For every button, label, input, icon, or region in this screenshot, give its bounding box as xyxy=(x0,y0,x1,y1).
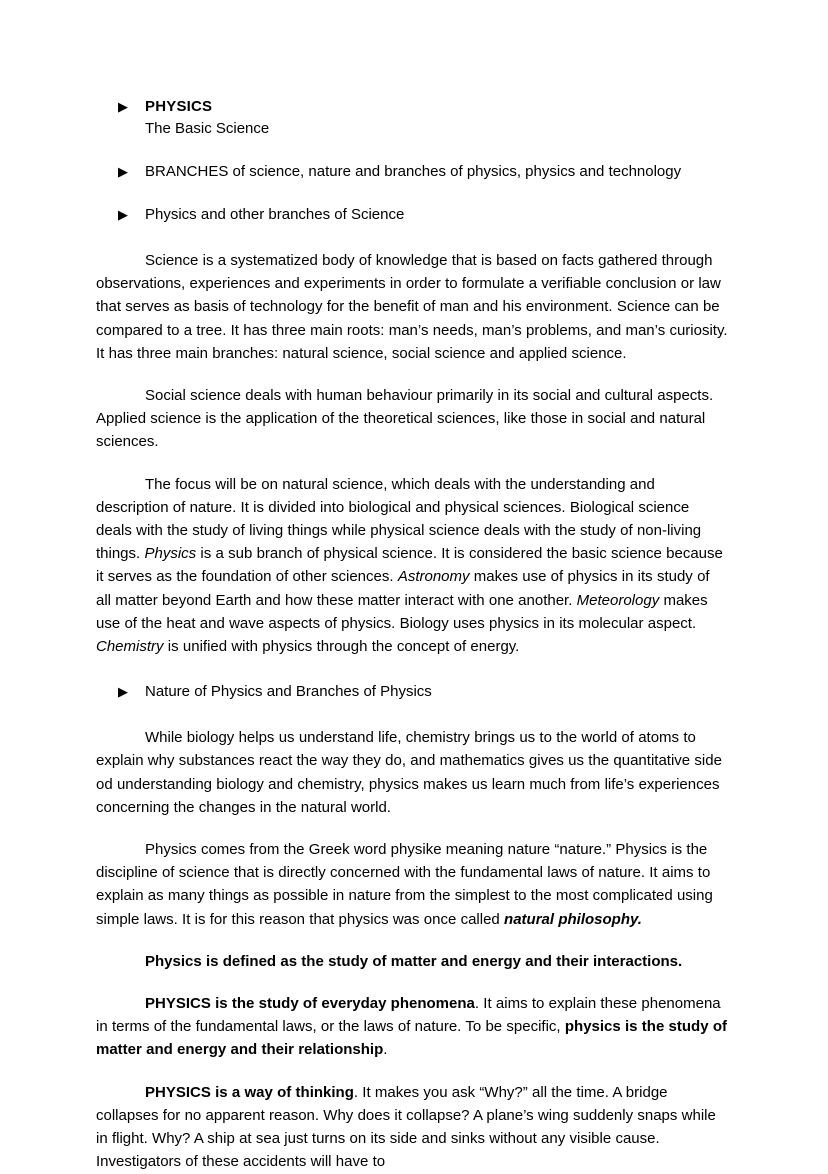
triangle-right-bullet-icon: ▶ xyxy=(118,99,128,114)
triangle-right-bullet-icon: ▶ xyxy=(118,684,128,700)
triangle-right-bullet-icon: ▶ xyxy=(118,207,128,222)
outline-item-subtitle: The Basic Science xyxy=(145,120,270,137)
text-run-bold-italic: natural philosophy. xyxy=(504,910,642,928)
text-run-italic: Astronomy xyxy=(397,568,470,586)
outline-item-branches xyxy=(96,161,728,183)
outline-item-physics xyxy=(96,96,728,118)
outline-item-label: Physics and other branches of Science xyxy=(145,206,405,223)
text-run-bold: PHYSICS is the study of everyday phenomena xyxy=(145,995,475,1013)
text-run-bold: physics is the study of matter and energy and their relationship xyxy=(96,1018,727,1059)
paragraph-everyday-phenomena: PHYSICS is the study of everyday phenomena. It aims to explain these phenomena in terms of the fundamental laws, or the laws of nature. To be specific, physics is the study of matter and energy and their relationship. xyxy=(96,995,727,1059)
paragraph-social-applied-science: Social science deals with human behaviour primarily in its social and cultural aspects. Applied science is the application of the theoretical sciences, like those in social and natural sciences. xyxy=(96,387,714,451)
text-run-italic: Meteorology xyxy=(576,591,660,609)
paragraph-biology-chemistry-mathematics: While biology helps us understand life, chemistry brings us to the world of atoms to explain why substances react the way they do, and mathematics gives us the quantitative side od understanding biology and chemistry, physics makes us learn much from life’s experiences concerning the changes in the natural world. xyxy=(96,729,722,816)
paragraph-way-of-thinking: PHYSICS is a way of thinking. It makes you ask “Why?” all the time. A bridge collapses for no apparent reason. Why does it collapse? A plane’s wing suddenly snaps while in flight. Why? A ship at sea just turns on its side and sinks without any visible cause. Investigators of these accidents will have to xyxy=(96,1083,716,1171)
paragraph-physics-definition xyxy=(96,950,728,973)
outline-item-nature-of-physics xyxy=(96,681,728,703)
paragraph-greek-origin-physike: Physics comes from the Greek word physike meaning nature “nature.” Physics is the discipline of science that is directly concerned with the fundamental laws of nature. It aims to explain as many things as possible in nature from the simplest to the most complicated using simple laws. It is for this reason that physics was once called natural philosophy. xyxy=(96,841,713,928)
outline-item-label: BRANCHES of science, nature and branches of physics, physics and technology xyxy=(145,163,682,180)
document-content xyxy=(96,96,728,1174)
triangle-right-bullet-icon: ▶ xyxy=(118,164,128,179)
text-run-bold: Physics is defined as the study of matter and energy and their interactions. xyxy=(145,952,683,970)
paragraph-science-definition: Science is a systematized body of knowledge that is based on facts gathered through observations, experiences and experiments in order to formulate a verifiable conclusion or law that serves as basis of technology for the benefit of man and his environment. Science can be compared to a tree. It has three main roots: man’s needs, man’s problems, and man’s curiosity. It has three main branches: natural science, social science and applied science. xyxy=(96,252,728,362)
text-run-italic: Chemistry xyxy=(96,638,164,656)
outline-item-label: Nature of Physics and Branches of Physics xyxy=(145,683,432,701)
text-run-bold: PHYSICS is a way of thinking xyxy=(145,1083,354,1101)
outline-item-label: PHYSICS xyxy=(145,98,213,115)
paragraph-natural-science-focus: The focus will be on natural science, which deals with the understanding and description of nature. It is divided into biological and physical sciences. Biological science deals with the study of living things while physical science deals with the study of non-living things. Physics is a sub branch of physical science. It is considered the basic science because it serves as the foundation of other sciences. Astronomy makes use of physics in its study of all matter beyond Earth and how these matter interact with one another. Meteorology makes use of the heat and wave aspects of physics. Biology uses physics in its molecular aspect. Chemistry is unified with physics through the concept of energy. xyxy=(96,475,723,656)
text-run-italic: Physics xyxy=(144,545,197,563)
outline-item-other-branches xyxy=(96,204,728,226)
